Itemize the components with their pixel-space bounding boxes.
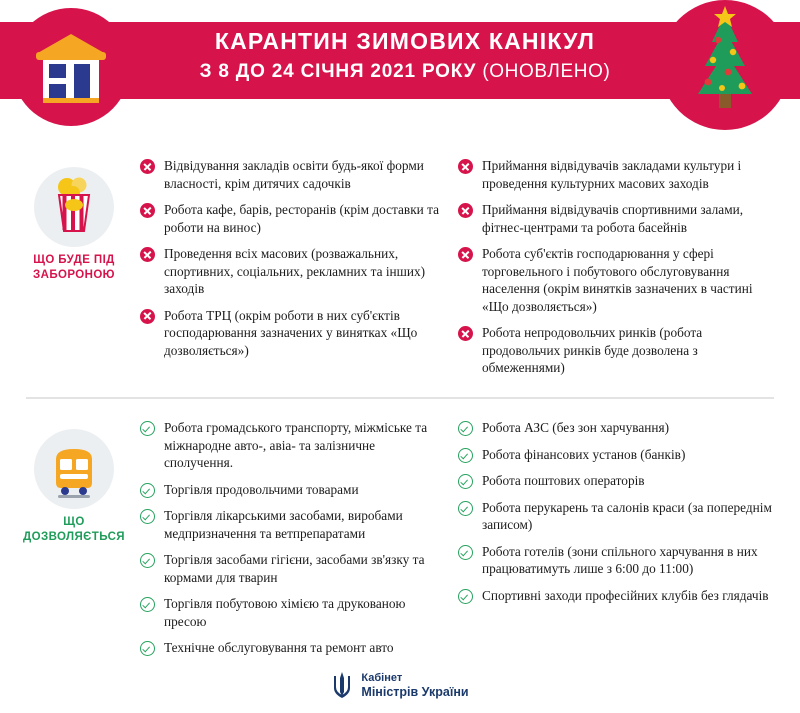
cross-icon	[140, 203, 155, 218]
list-item-text: Торгівля засобами гігієни, засобами зв'язку та кормами для тварин	[164, 552, 425, 585]
list-item-text: Відвідування закладів освіти будь-якої форми власності, крім дитячих садочків	[164, 158, 424, 191]
check-icon	[458, 589, 473, 604]
list-item-text: Торгівля продовольчими товарами	[164, 481, 359, 497]
page-subtitle-updated: (ОНОВЛЕНО)	[482, 61, 611, 82]
check-icon	[140, 483, 155, 498]
check-icon	[458, 448, 473, 463]
cross-icon	[458, 247, 473, 262]
page-subtitle	[150, 59, 660, 85]
list-item-text: Проведення всіх масових (розважальних, спортивних, соціальних, рекламних та інших) заходів	[164, 246, 426, 296]
list-item-text: Робота поштових операторів	[482, 473, 645, 488]
list-item	[458, 201, 778, 236]
list-item	[140, 481, 445, 499]
list-item	[140, 157, 445, 192]
list-item-text: Робота фінансових установ (банків)	[482, 446, 686, 462]
shop-building-icon	[12, 8, 130, 126]
list-item-text: Робота громадського транспорту, міжміське та міжнародне авто-, авіа- та залізничне сполучення.	[164, 420, 428, 470]
header-left-circle	[12, 8, 130, 126]
footer	[0, 670, 800, 705]
list-item-text: Робота готелів (зони спільного харчування в них працюватимуть лише з 6:00 до 11:00)	[482, 543, 758, 576]
check-icon	[458, 501, 473, 516]
section-banned	[0, 145, 800, 397]
list-item-text: Робота АЗС (без зон харчування)	[482, 420, 670, 435]
footer-line-1: Кабінет	[361, 672, 403, 684]
list-item	[458, 324, 778, 377]
list-item-text: Приймання відвідувачів спортивними залами, фітнес-центрами та робота басейнів	[482, 202, 744, 235]
cross-icon	[458, 159, 473, 174]
list-item	[458, 587, 778, 605]
christmas-tree-icon	[660, 0, 790, 130]
page-subtitle-dates: З 8 ДО 24 СІЧНЯ 2021 РОКУ	[199, 61, 477, 82]
header-right-circle	[660, 0, 790, 130]
check-icon	[140, 553, 155, 568]
list-item	[140, 507, 445, 542]
list-item-text: Робота кафе, барів, ресторанів (крім доставки та роботи на винос)	[164, 202, 439, 235]
list-item	[140, 419, 445, 472]
footer-inner	[331, 670, 468, 700]
list-item	[458, 446, 778, 464]
badge-banned	[22, 167, 126, 283]
list-item-text: Робота перукарень та салонів краси (за попереднім записом)	[482, 499, 772, 532]
check-icon	[140, 421, 155, 436]
list-item-text: Спортивні заходи професійних клубів без глядачів	[482, 587, 769, 603]
cross-icon	[458, 326, 473, 341]
section-allowed	[0, 397, 800, 655]
list-item	[458, 543, 778, 578]
list-item-text: Робота суб'єктів господарювання у сфері торговельного і побутового обслуговування населення (окрім винятків зазначених в частині «Що дозволяється»)	[482, 246, 753, 314]
list-item	[140, 595, 445, 630]
allowed-left-column	[140, 419, 445, 666]
list-item-text: Приймання відвідувачів закладами культури і проведення культурних масових заходів	[482, 158, 742, 191]
allowed-left-list	[140, 419, 445, 657]
banned-right-list	[458, 157, 778, 377]
check-icon	[140, 509, 155, 524]
list-item	[140, 201, 445, 236]
list-item	[458, 472, 778, 490]
popcorn-icon	[34, 167, 114, 247]
list-item	[458, 419, 778, 437]
check-icon	[458, 474, 473, 489]
allowed-right-column	[458, 419, 778, 613]
badge-allowed	[22, 429, 126, 545]
cross-icon	[140, 309, 155, 324]
check-icon	[458, 421, 473, 436]
check-icon	[140, 597, 155, 612]
list-item	[140, 639, 445, 657]
cross-icon	[140, 247, 155, 262]
section-divider	[26, 397, 774, 399]
list-item	[458, 245, 778, 315]
footer-text	[361, 671, 468, 699]
badge-banned-label	[22, 253, 126, 283]
badge-allowed-circle	[34, 429, 114, 509]
list-item	[140, 551, 445, 586]
list-item	[458, 157, 778, 192]
badge-allowed-label-line2: ДОЗВОЛЯЄТЬСЯ	[23, 531, 125, 543]
list-item-text: Торгівля лікарськими засобами, виробами медпризначення та ветпрепаратами	[164, 508, 403, 541]
header-text-block	[150, 26, 660, 85]
list-item-text: Робота ТРЦ (окрім роботи в них суб'єктів господарювання зазначених у винятках «Що дозволяється»)	[164, 307, 418, 358]
cross-icon	[458, 203, 473, 218]
tram-icon	[34, 429, 114, 509]
banned-left-list	[140, 157, 445, 359]
banned-right-column	[458, 157, 778, 386]
list-item-text: Торгівля побутовою хімією та друкованою пресою	[164, 596, 406, 629]
check-icon	[458, 545, 473, 560]
cross-icon	[140, 159, 155, 174]
badge-banned-label-line1: ЩО БУДЕ ПІД	[33, 254, 115, 266]
header	[0, 0, 800, 145]
footer-line-2: Міністрів України	[361, 685, 469, 699]
trident-emblem-icon	[331, 670, 353, 700]
badge-allowed-label	[22, 515, 126, 545]
banned-left-column	[140, 157, 445, 368]
page-title: КАРАНТИН ЗИМОВИХ КАНІКУЛ	[214, 28, 596, 54]
allowed-right-list	[458, 419, 778, 604]
badge-banned-circle	[34, 167, 114, 247]
list-item-text: Робота непродовольчих ринків (робота продовольчих ринків буде дозволена з обмеженнями)	[482, 325, 703, 375]
badge-allowed-label-line1: ЩО	[63, 516, 85, 528]
badge-banned-label-line2: ЗАБОРОНОЮ	[33, 269, 115, 281]
list-item	[140, 245, 445, 298]
list-item	[458, 499, 778, 534]
list-item	[140, 307, 445, 360]
check-icon	[140, 641, 155, 656]
list-item-text: Технічне обслуговування та ремонт авто	[164, 640, 394, 655]
